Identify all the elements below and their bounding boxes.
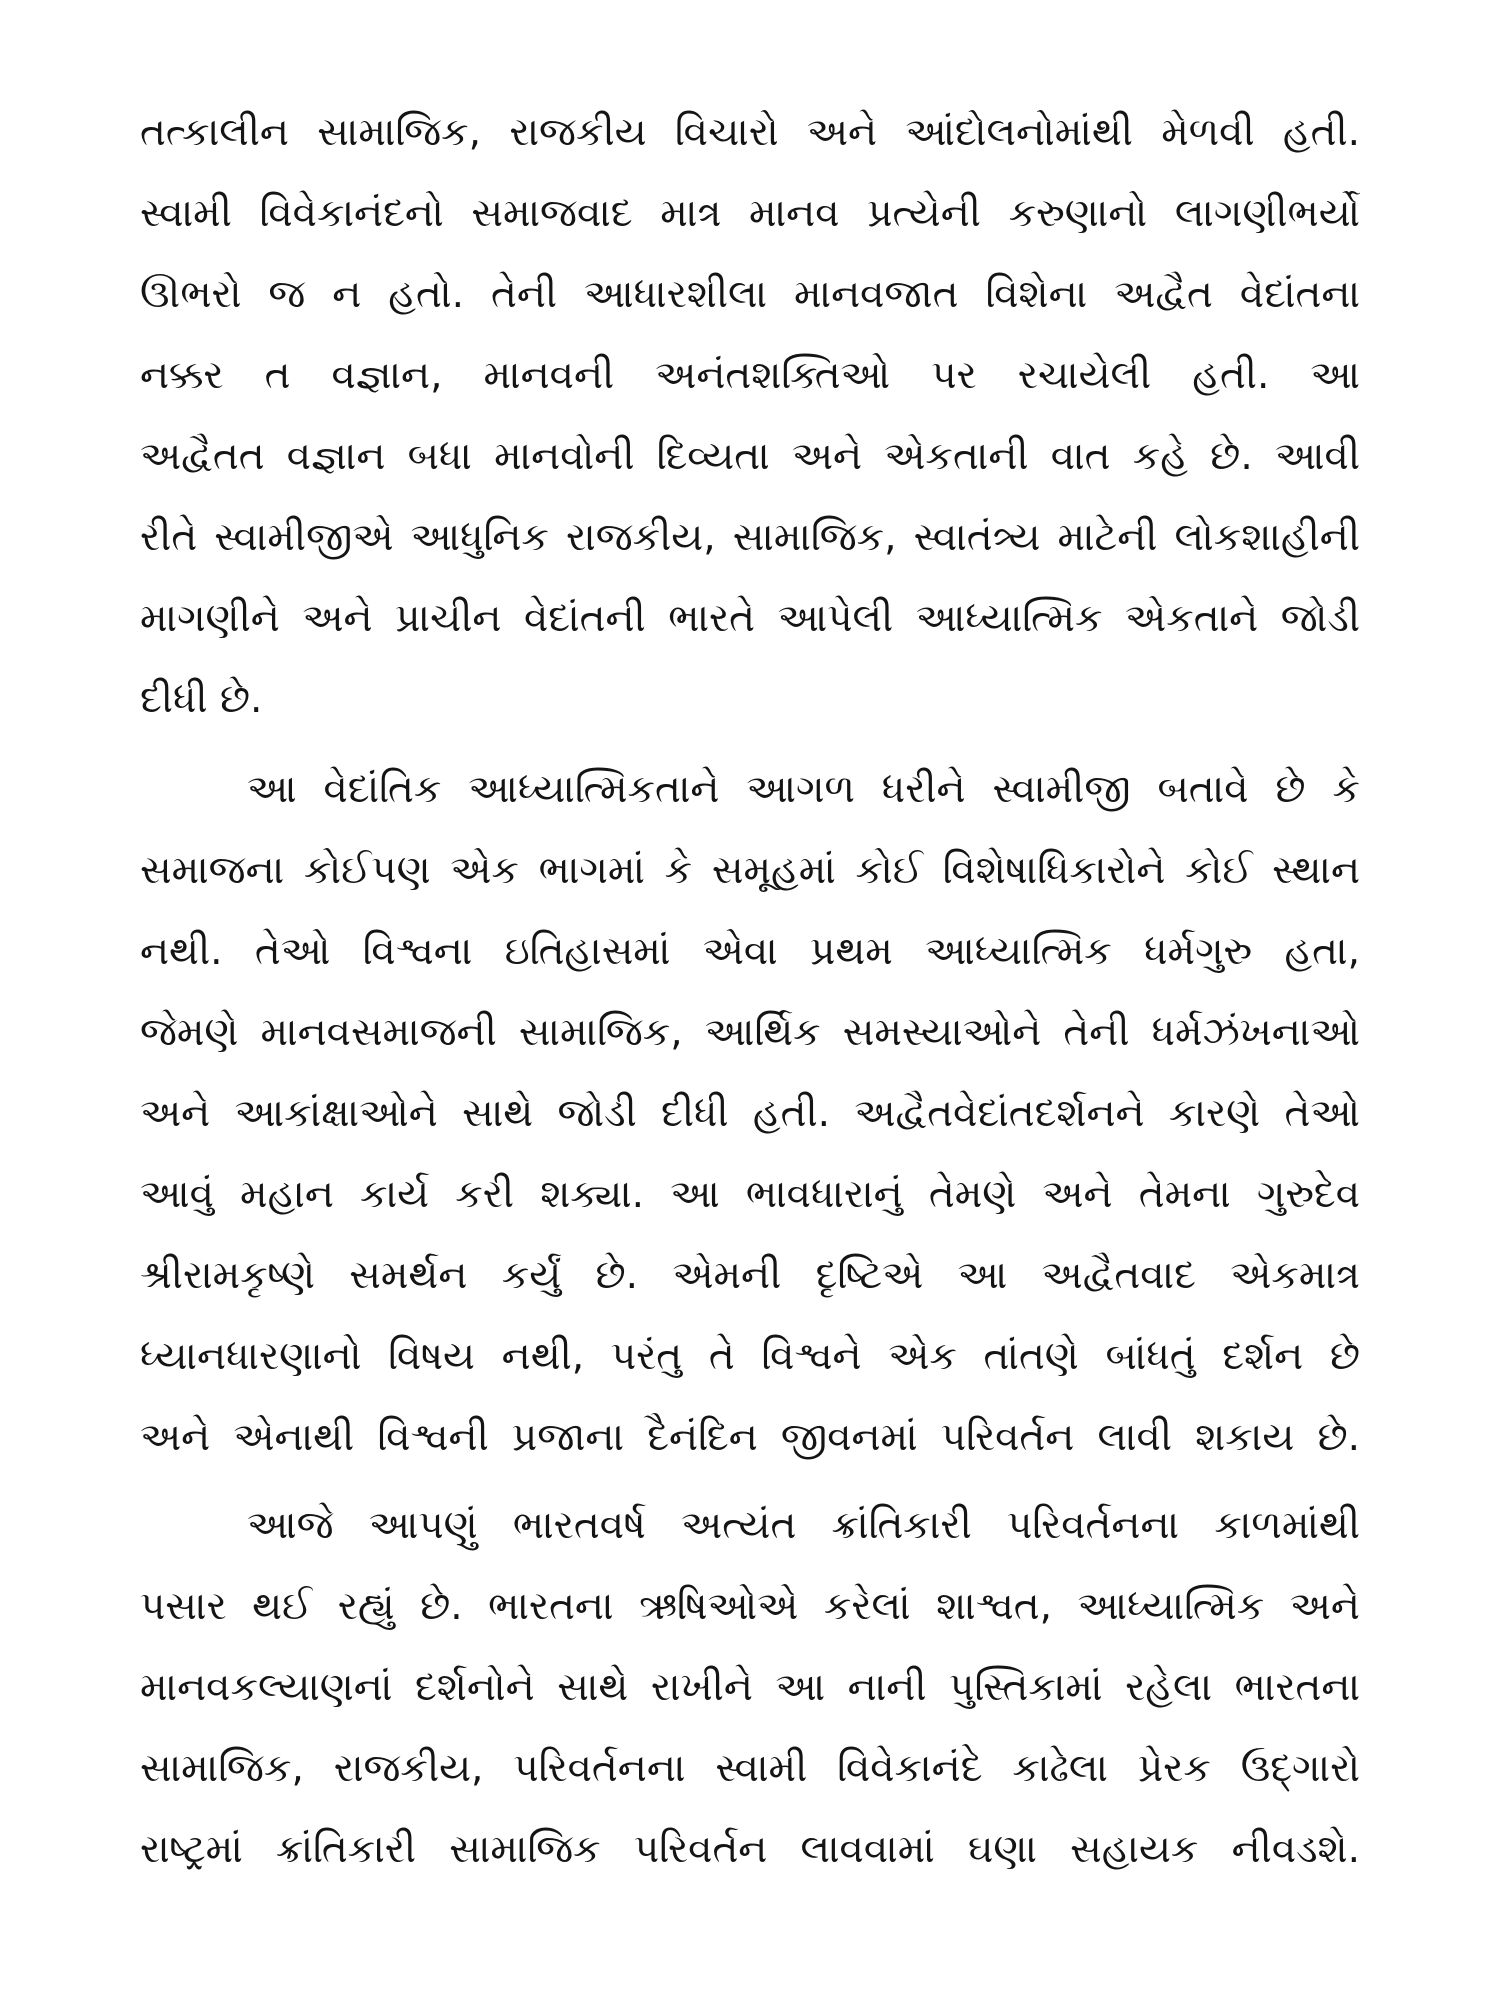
text-line: અદ્વૈતત વજ્ઞાન બધા માનવોની દિવ્યતા અને એકતાની વાત કહે છે. આવી [140,434,1360,479]
text-line: સમાજના કોઈપણ એક ભાગમાં કે સમૂહમાં કોઈ વિશેષાધિકારોને કોઈ સ્થાન [140,848,1360,893]
text-line: શ્રીરામકૃષ્ણે સમર્થન કર્યું છે. એમની દૃષ્ટિએ આ અદ્વૈતવાદ એકમાત્ર [140,1253,1360,1298]
document-page [140,92,1360,1972]
text-line: ઊભરો જ ન હતો. તેની આધારશીલા માનવજાત વિશેના અદ્વૈત વેદાંતના [140,272,1360,317]
paragraph-3 [140,1485,1360,1890]
text-line: અને એનાથી વિશ્વની પ્રજાના દૈનંદિન જીવનમાં પરિવર્તન લાવી શકાય છે. [140,1415,1360,1460]
text-line: તત્કાલીન સામાજિક, રાજકીય વિચારો અને આંદોલનોમાંથી મેળવી હતી. [140,110,1360,155]
text-line: નક્કર ત વજ્ઞાન, માનવની અનંતશક્તિઓ પર રચાયેલી હતી. આ [140,353,1360,398]
text-line: ધ્યાનધારણાનો વિષય નથી, પરંતુ તે વિશ્વને એક તાંતણે બાંધતું દર્શન છે [140,1334,1360,1379]
paragraph-1 [140,92,1360,740]
text-line: માનવકલ્યાણનાં દર્શનોને સાથે રાખીને આ નાની પુસ્તિકામાં રહેલા ભારતના [140,1665,1360,1710]
text-line: નથી. તેઓ વિશ્વના ઇતિહાસમાં એવા પ્રથમ આધ્યાત્મિક ધર્મગુરુ હતા, [140,929,1360,974]
text-line: રીતે સ્વામીજીએ આધુનિક રાજકીય, સામાજિક, સ્વાતંત્ર્ય માટેની લોકશાહીની [140,515,1360,560]
text-line: રાષ્ટ્રમાં ક્રાંતિકારી સામાજિક પરિવર્તન લાવવામાં ઘણા સહાયક નીવડશે. [140,1827,1360,1872]
text-line: જેમણે માનવસમાજની સામાજિક, આર્થિક સમસ્યાઓને તેની ધર્મઝંખનાઓ [140,1010,1360,1055]
text-line: માગણીને અને પ્રાચીન વેદાંતની ભારતે આપેલી આધ્યાત્મિક એકતાને જોડી [140,596,1360,641]
text-line: અને આકાંક્ષાઓને સાથે જોડી દીધી હતી. અદ્વૈતવેદાંતદર્શનને કારણે તેઓ [140,1091,1360,1136]
text-line: આજે આપણું ભારતવર્ષ અત્યંત ક્રાંતિકારી પરિવર્તનના કાળમાંથી [247,1503,1360,1548]
text-line: સામાજિક, રાજકીય, પરિવર્તનના સ્વામી વિવેકાનંદે કાઢેલા પ્રેરક ઉદ્ગારો [140,1746,1360,1791]
text-line: દીધી છે. [140,677,263,722]
text-line: સ્વામી વિવેકાનંદનો સમાજવાદ માત્ર માનવ પ્રત્યેની કરુણાનો લાગણીભર્યો [140,191,1360,236]
text-line: પસાર થઈ રહ્યું છે. ભારતના ઋષિઓએ કરેલાં શાશ્વત, આધ્યાત્મિક અને [140,1584,1360,1629]
text-line: આ વેદાંતિક આધ્યાત્મિકતાને આગળ ધરીને સ્વામીજી બતાવે છે કે [247,767,1360,812]
paragraph-2 [140,749,1360,1478]
text-line: આવું મહાન કાર્ય કરી શક્યા. આ ભાવધારાનું તેમણે અને તેમના ગુરુદેવ [140,1172,1360,1217]
